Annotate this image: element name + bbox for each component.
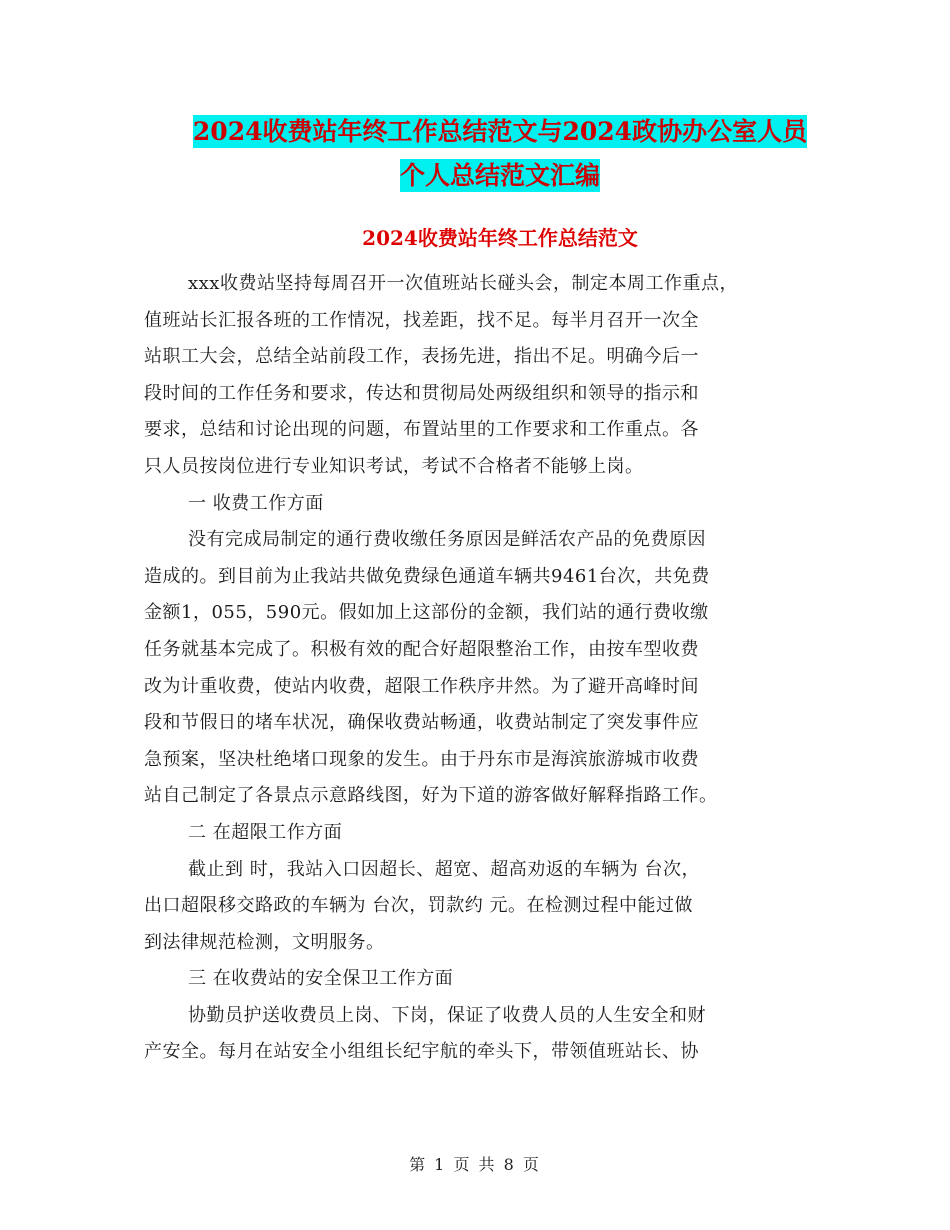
- body-line: 只人员按岗位进行专业知识考试，考试不合格者不能够上岗。: [144, 455, 644, 477]
- body-line: 任务就基本完成了。积极有效的配合好超限整治工作，由按车型收费: [144, 638, 699, 660]
- body-line: 截止到 时，我站入口因超长、超宽、超高劝返的车辆为 台次，: [188, 858, 700, 880]
- body-line: 没有完成局制定的通行费收缴任务原因是鲜活农产品的免费原因: [188, 529, 706, 551]
- body-line: 一 收费工作方面: [188, 492, 324, 514]
- body-line: 要求，总结和讨论出现的问题，布置站里的工作要求和工作重点。各: [144, 419, 699, 441]
- body-line: 造成的。到目前为止我站共做免费绿色通道车辆共9461台次，共免费: [144, 565, 710, 587]
- document-title-line-1: [140, 110, 860, 154]
- body-line: 改为计重收费，使站内收费，超限工作秩序井然。为了避开高峰时间: [144, 675, 699, 697]
- title-highlight-2: 个人总结范文汇编: [399, 161, 600, 190]
- body-line: 站职工大会，总结全站前段工作，表扬先进，指出不足。明确今后一: [144, 346, 699, 368]
- title-highlight-1: 2024收费站年终工作总结范文与2024政协办公室人员: [192, 117, 808, 146]
- body-line: 产安全。每月在站安全小组组长纪宇航的牵头下，带领值班站长、协: [144, 1041, 699, 1063]
- body-line: 段时间的工作任务和要求，传达和贯彻局处两级组织和领导的指示和: [144, 382, 699, 404]
- body-line: 协勤员护送收费员上岗、下岗，保证了收费人员的人生安全和财: [188, 1004, 706, 1026]
- body-line: 值班站长汇报各班的工作情况，找差距，找不足。每半月召开一次全: [144, 309, 699, 331]
- body-line: 到法律规范检测，文明服务。: [144, 931, 385, 953]
- body-line: 段和节假日的堵车状况，确保收费站畅通，收费站制定了突发事件应: [144, 712, 699, 734]
- body-line: xxx收费站坚持每周召开一次值班站长碰头会，制定本周工作重点，: [188, 273, 738, 294]
- body-line: 三 在收费站的安全保卫工作方面: [188, 968, 454, 990]
- page-footer: 第 1 页 共 8 页: [409, 1155, 541, 1174]
- section-title: 2024收费站年终工作总结范文: [362, 226, 638, 250]
- body-line: 站自己制定了各景点示意路线图，好为下道的游客做好解释指路工作。: [144, 785, 718, 807]
- body-line: 出口超限移交路政的车辆为 台次，罚款约 元。在检测过程中能过做: [144, 895, 693, 917]
- document-title-line-2: [140, 154, 860, 198]
- document-body: [144, 266, 834, 1071]
- body-line: 急预案，坚决杜绝堵口现象的发生。由于丹东市是海滨旅游城市收费: [144, 748, 699, 770]
- body-line: 金额1，055，590元。假如加上这部份的金额，我们站的通行费收缴: [144, 602, 709, 624]
- body-line: 二 在超限工作方面: [188, 821, 343, 843]
